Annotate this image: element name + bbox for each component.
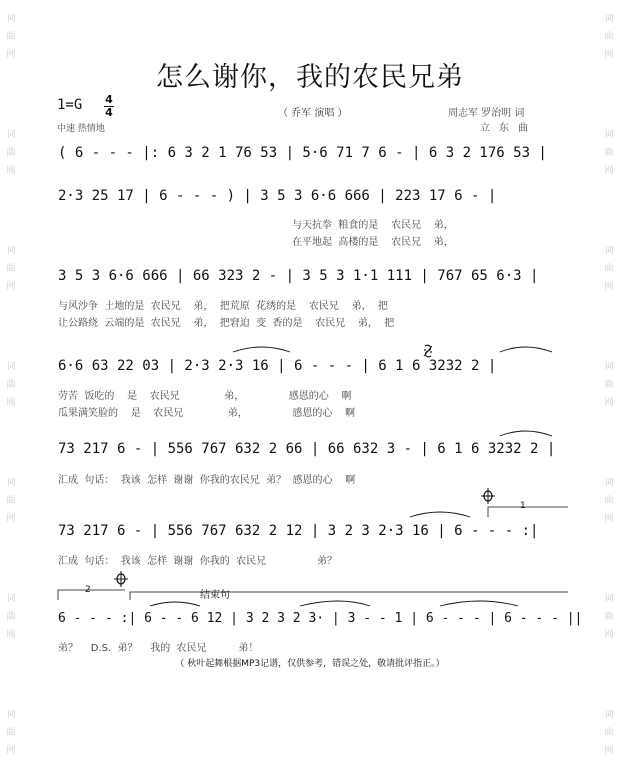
segno-icon [424, 345, 432, 357]
notation-row: 3 5 3 6·6 666 | 66 323 2 - | 3 5 3 1·1 111 | 767 65 6·3 | [58, 268, 539, 284]
volta-1-bracket [488, 507, 568, 517]
song-title: 怎么谢你，我的农民兄弟 [156, 62, 464, 93]
volta-2-label: 2 [85, 585, 91, 595]
notation-row: 6 - - - :| 6 - - 6 12 | 3 2 3 2 3· | 3 - - 1 | 6 - - - | 6 - - - || [58, 611, 583, 626]
notation-row: 73 217 6 - | 556 767 632 2 66 | 66 632 3 - | 6 1 6 3232 2 | [58, 441, 556, 457]
meter-bottom: 4 [105, 106, 113, 119]
slur [500, 347, 552, 352]
singer-credit: （ 乔军 演唱 ） [278, 108, 348, 119]
meter-top: 4 [105, 93, 113, 106]
lyric-line: 与天抗拳 粮食的是 农民兄 弟， [292, 220, 454, 231]
tempo-marking: 中速 热情地 [57, 124, 105, 134]
notation-row: ( 6 - - - |: 6 3 2 1 76 53 | 5·6 71 7 6 - | 6 3 2 176 53 | [58, 145, 547, 161]
coda-icon [114, 571, 128, 587]
key-signature: 1=G [57, 97, 83, 113]
footer-note: （ 秋叶起舞根据MP3记谱，仅供参考，错误之处，敬请批评指正。） [175, 659, 445, 669]
lyric-line: 劳苦 饭吃的 是 农民兄 弟， 感恩的心 啊 [58, 391, 352, 402]
lyric-line: 弟？ D.S. 弟？ 我的 农民兄 弟！ [58, 643, 259, 654]
lyric-line: 汇成 句话： 我该 怎样 谢谢 你我的 农民兄 弟？ [58, 556, 338, 567]
lyric-line: 让公路绕 云端的是 农民兄 弟， 把窘迫 变 香的是 农民兄 弟， 把 [58, 318, 395, 329]
watermark-right: 词曲网 词曲网 词曲网 词曲网 词曲网 词曲网 词曲网 [604, 14, 614, 756]
lyric-line: 瓜果满笑脸的 是 农民兄 弟， 感恩的心 啊 [58, 408, 356, 419]
composer-credit: 立东曲 [480, 123, 537, 134]
notation-row: 73 217 6 - | 556 767 632 2 12 | 3 2 3 2·3 16 | 6 - - - :| [58, 523, 539, 539]
slur [300, 601, 370, 606]
slur [233, 347, 290, 352]
watermark-left: 词曲网 词曲网 词曲网 词曲网 词曲网 词曲网 词曲网 [6, 14, 16, 756]
coda-icon [481, 488, 495, 504]
slur [440, 601, 518, 606]
ending-bracket [130, 592, 568, 600]
slur [500, 431, 552, 436]
lyricist-credit: 周志军 罗治明 词 [448, 108, 525, 119]
volta-2-bracket [58, 590, 125, 600]
lyric-line: 在平地起 高楼的是 农民兄 弟， [292, 237, 454, 248]
ending-label: 结束句 [200, 590, 230, 601]
lyric-line: 汇成 句话： 我该 怎样 谢谢 你我的农民兄 弟？ 感恩的心 啊 [58, 475, 356, 486]
slur [410, 512, 470, 517]
notation-row: 2·3 25 17 | 6 - - - ) | 3 5 3 6·6 666 | 223 17 6 - | [58, 188, 497, 204]
lyric-line: 与风沙争 土地的是 农民兄 弟， 把荒原 花绣的是 农民兄 弟， 把 [58, 301, 388, 312]
slur [150, 602, 200, 606]
volta-1-label: 1 [520, 501, 526, 511]
notation-row: 6·6 63 22 03 | 2·3 2·3 16 | 6 - - - | 6 1 6 3232 2 | [58, 358, 497, 374]
